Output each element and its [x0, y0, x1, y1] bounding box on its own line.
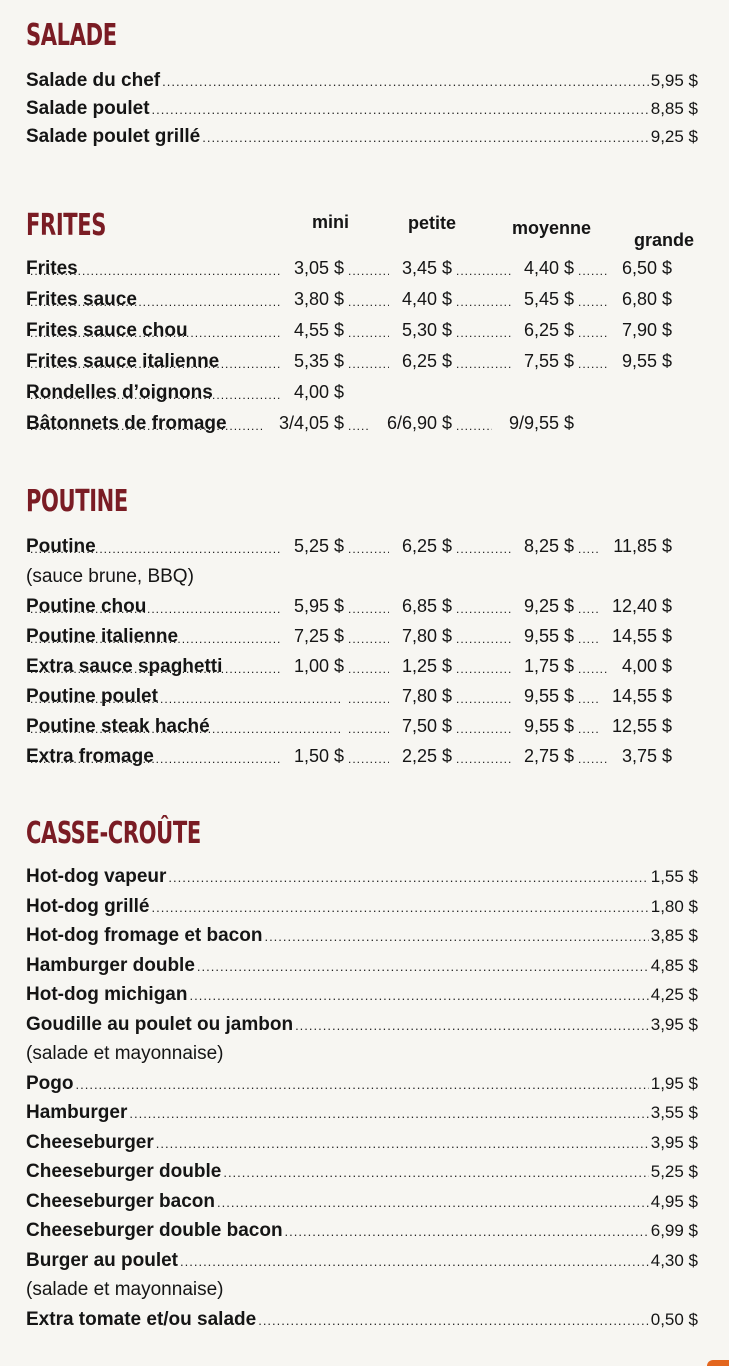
menu-item	[26, 656, 716, 684]
item-name: Hot-dog vapeur	[26, 866, 167, 887]
item-price: 1,55 $	[650, 867, 698, 886]
item-price: 9,55 $	[621, 351, 672, 371]
item-price: 3,05 $	[293, 258, 344, 278]
item-price: 5,35 $	[293, 351, 344, 371]
item-price: 5,95 $	[293, 596, 344, 616]
item-price: 12,40 $	[611, 596, 672, 616]
item-name: Poutine steak haché	[26, 716, 210, 737]
item-price: 1,75 $	[523, 656, 574, 676]
menu-item	[26, 716, 716, 744]
leader-dots	[348, 419, 370, 433]
leader-dots	[456, 295, 511, 309]
leader-dots	[152, 102, 649, 117]
page-edge-decoration	[707, 1360, 729, 1366]
leader-dots	[578, 602, 599, 616]
menu-item	[26, 626, 716, 654]
column-header-mini: mini	[312, 212, 350, 232]
leader-dots	[30, 722, 340, 736]
leader-dots	[76, 1077, 649, 1092]
leader-dots	[456, 662, 511, 676]
item-price: 9,25 $	[523, 596, 574, 616]
menu-item	[26, 98, 698, 126]
item-price: 9/9,55 $	[508, 413, 574, 433]
item-price: 6,50 $	[621, 258, 672, 278]
leader-dots	[180, 1254, 649, 1269]
leader-dots	[456, 692, 511, 706]
menu-item	[26, 925, 698, 953]
item-price: 4,25 $	[650, 985, 698, 1004]
leader-dots	[30, 632, 281, 646]
item-price: 3,80 $	[293, 289, 344, 309]
item-price: 6,85 $	[401, 596, 452, 616]
menu-item	[26, 1220, 698, 1248]
item-name: Frites sauce italienne	[26, 351, 220, 372]
leader-dots	[456, 752, 511, 766]
item-price: 9,55 $	[523, 716, 574, 736]
leader-dots	[348, 357, 389, 371]
menu-note	[26, 1043, 698, 1071]
leader-dots	[264, 929, 648, 944]
leader-dots	[295, 1018, 649, 1033]
leader-dots	[285, 1224, 649, 1239]
item-price: 3,45 $	[401, 258, 452, 278]
menu-item	[26, 866, 698, 894]
leader-dots	[30, 692, 340, 706]
item-price: 11,85 $	[613, 536, 672, 556]
item-price: 5,25 $	[650, 1162, 698, 1181]
leader-dots	[30, 264, 281, 278]
leader-dots	[456, 357, 511, 371]
item-price: 7,50 $	[401, 716, 452, 736]
item-name: Cheeseburger double bacon	[26, 1220, 283, 1241]
menu-item	[26, 596, 716, 624]
menu-item	[26, 70, 698, 98]
item-name: Rondelles d’oignons	[26, 382, 213, 403]
item-price: 7,25 $	[293, 626, 344, 646]
leader-dots	[348, 602, 389, 616]
item-price: 4,30 $	[650, 1250, 698, 1270]
item-price: 5,25 $	[293, 536, 344, 556]
leader-dots	[456, 602, 511, 616]
leader-dots	[348, 692, 389, 706]
menu-item	[26, 351, 716, 379]
menu-item	[26, 1073, 698, 1101]
item-name: Poutine	[26, 536, 96, 557]
leader-dots	[30, 542, 281, 556]
leader-dots	[578, 357, 609, 371]
item-price: 3,55 $	[650, 1103, 698, 1122]
item-price: 8,85 $	[650, 99, 698, 118]
item-name: Extra fromage	[26, 746, 154, 767]
section-title-casse-croute: CASSE-CROÛTE	[26, 816, 201, 851]
item-price: 0,50 $	[650, 1309, 698, 1329]
leader-dots	[30, 357, 281, 371]
item-price: 2,75 $	[523, 746, 574, 766]
item-price: 4,00 $	[621, 656, 672, 676]
item-name: Cheeseburger	[26, 1131, 154, 1153]
item-name: Goudille au poulet ou jambon	[26, 1013, 294, 1035]
item-price: 5,45 $	[523, 289, 574, 309]
leader-dots	[30, 752, 281, 766]
leader-dots	[578, 295, 609, 309]
section-title-frites: FRITES	[26, 208, 106, 243]
leader-dots	[348, 326, 389, 340]
item-price: 5,95 $	[650, 71, 698, 90]
menu-item	[26, 126, 698, 154]
leader-dots	[578, 662, 609, 676]
item-price: 7,55 $	[523, 351, 574, 371]
leader-dots	[348, 295, 389, 309]
item-price: 14,55 $	[611, 626, 672, 646]
menu-item	[26, 320, 716, 348]
item-name: Salade poulet	[26, 98, 150, 119]
leader-dots	[348, 752, 389, 766]
item-note: (salade et mayonnaise)	[26, 1043, 224, 1064]
item-name: Bâtonnets de fromage	[26, 413, 227, 434]
item-name: Salade du chef	[26, 70, 161, 91]
item-name: Hot-dog fromage et bacon	[26, 925, 263, 946]
leader-dots	[30, 388, 281, 402]
menu-item	[26, 1191, 698, 1219]
leader-dots	[223, 1165, 648, 1180]
item-price: 9,25 $	[650, 127, 698, 146]
item-name: Pogo	[26, 1072, 74, 1094]
item-price: 6,25 $	[523, 320, 574, 340]
item-note: (salade et mayonnaise)	[26, 1279, 224, 1300]
leader-dots	[578, 542, 599, 556]
menu-item	[26, 413, 716, 441]
item-price: 3,75 $	[621, 746, 672, 766]
leader-dots	[578, 264, 609, 278]
item-name: Frites sauce	[26, 289, 137, 310]
leader-dots	[168, 870, 648, 885]
leader-dots	[348, 722, 389, 736]
item-name: Poutine italienne	[26, 626, 179, 647]
item-price: 8,25 $	[523, 536, 574, 556]
item-name: Poutine poulet	[26, 686, 158, 707]
item-name: Burger au poulet	[26, 1249, 179, 1271]
column-header-grande: grande	[634, 230, 695, 250]
leader-dots	[456, 419, 492, 433]
item-price: 9,55 $	[523, 626, 574, 646]
item-price: 4,40 $	[401, 289, 452, 309]
menu-item	[26, 896, 698, 924]
item-name: Salade poulet grillé	[26, 126, 201, 147]
leader-dots	[30, 602, 281, 616]
leader-dots	[348, 542, 389, 556]
item-name: Cheeseburger bacon	[26, 1190, 215, 1212]
leader-dots	[348, 632, 389, 646]
item-price: 1,25 $	[401, 656, 452, 676]
item-price: 7,80 $	[401, 626, 452, 646]
menu-item	[26, 746, 716, 774]
leader-dots	[30, 419, 262, 433]
leader-dots	[258, 1313, 649, 1328]
leader-dots	[217, 1195, 649, 1210]
menu-item	[26, 382, 716, 410]
item-name: Hamburger double	[26, 954, 195, 976]
menu-item	[26, 1250, 698, 1278]
item-price: 6,25 $	[401, 351, 452, 371]
leader-dots	[129, 1106, 648, 1121]
item-price: 3,95 $	[650, 1014, 698, 1034]
item-price: 5,30 $	[401, 320, 452, 340]
leader-dots	[578, 722, 599, 736]
menu-item	[26, 984, 698, 1012]
item-price: 6,99 $	[650, 1221, 698, 1240]
item-price: 3/4,05 $	[278, 413, 344, 433]
section-title-salade: SALADE	[26, 18, 117, 53]
column-header-moyenne: moyenne	[512, 218, 592, 238]
item-price: 14,55 $	[611, 686, 672, 706]
item-price: 6/6,90 $	[386, 413, 452, 433]
item-price: 3,85 $	[650, 926, 698, 945]
menu-item	[26, 289, 716, 317]
menu-item	[26, 955, 698, 983]
item-price: 4,55 $	[293, 320, 344, 340]
item-price: 3,95 $	[650, 1132, 698, 1152]
column-header-petite: petite	[408, 213, 457, 233]
menu-item	[26, 1132, 698, 1160]
menu-note	[26, 566, 716, 594]
leader-dots	[456, 542, 511, 556]
item-price: 1,00 $	[293, 656, 344, 676]
item-name: Frites sauce chou	[26, 320, 188, 341]
leader-dots	[197, 959, 649, 974]
leader-dots	[578, 752, 609, 766]
menu-item	[26, 536, 716, 564]
leader-dots	[456, 326, 511, 340]
item-price: 4,00 $	[293, 382, 344, 402]
item-price: 7,90 $	[621, 320, 672, 340]
item-name: Extra sauce spaghetti	[26, 656, 223, 677]
item-price: 4,95 $	[650, 1191, 698, 1211]
item-price: 12,55 $	[611, 716, 672, 736]
leader-dots	[578, 692, 599, 706]
leader-dots	[456, 722, 511, 736]
item-name: Hamburger	[26, 1102, 128, 1123]
menu-item	[26, 258, 716, 286]
item-name: Poutine chou	[26, 596, 147, 617]
leader-dots	[151, 900, 648, 915]
leader-dots	[348, 662, 389, 676]
leader-dots	[189, 988, 648, 1003]
item-name: Extra tomate et/ou salade	[26, 1308, 257, 1330]
leader-dots	[202, 130, 649, 145]
leader-dots	[456, 264, 511, 278]
menu-note	[26, 1279, 698, 1307]
leader-dots	[578, 632, 599, 646]
leader-dots	[30, 326, 281, 340]
item-price: 1,80 $	[650, 896, 698, 916]
item-price: 6,25 $	[401, 536, 452, 556]
menu-item	[26, 1102, 698, 1130]
item-name: Hot-dog michigan	[26, 984, 188, 1005]
item-price: 2,25 $	[401, 746, 452, 766]
menu-item	[26, 1014, 698, 1042]
item-price: 6,80 $	[621, 289, 672, 309]
menu-item	[26, 1309, 698, 1337]
item-price: 4,85 $	[650, 955, 698, 975]
item-price: 4,40 $	[523, 258, 574, 278]
leader-dots	[162, 74, 649, 89]
menu-item	[26, 686, 716, 714]
leader-dots	[30, 662, 281, 676]
item-name: Cheeseburger double	[26, 1161, 222, 1182]
leader-dots	[456, 632, 511, 646]
item-price: 1,50 $	[293, 746, 344, 766]
section-title-poutine: POUTINE	[26, 484, 128, 519]
menu-item	[26, 1161, 698, 1189]
item-note: (sauce brune, BBQ)	[26, 566, 194, 587]
leader-dots	[348, 264, 389, 278]
leader-dots	[156, 1136, 649, 1151]
leader-dots	[578, 326, 609, 340]
item-name: Hot-dog grillé	[26, 895, 150, 917]
item-price: 9,55 $	[523, 686, 574, 706]
item-name: Frites	[26, 258, 78, 279]
leader-dots	[30, 295, 281, 309]
item-price: 1,95 $	[650, 1073, 698, 1093]
item-price: 7,80 $	[401, 686, 452, 706]
